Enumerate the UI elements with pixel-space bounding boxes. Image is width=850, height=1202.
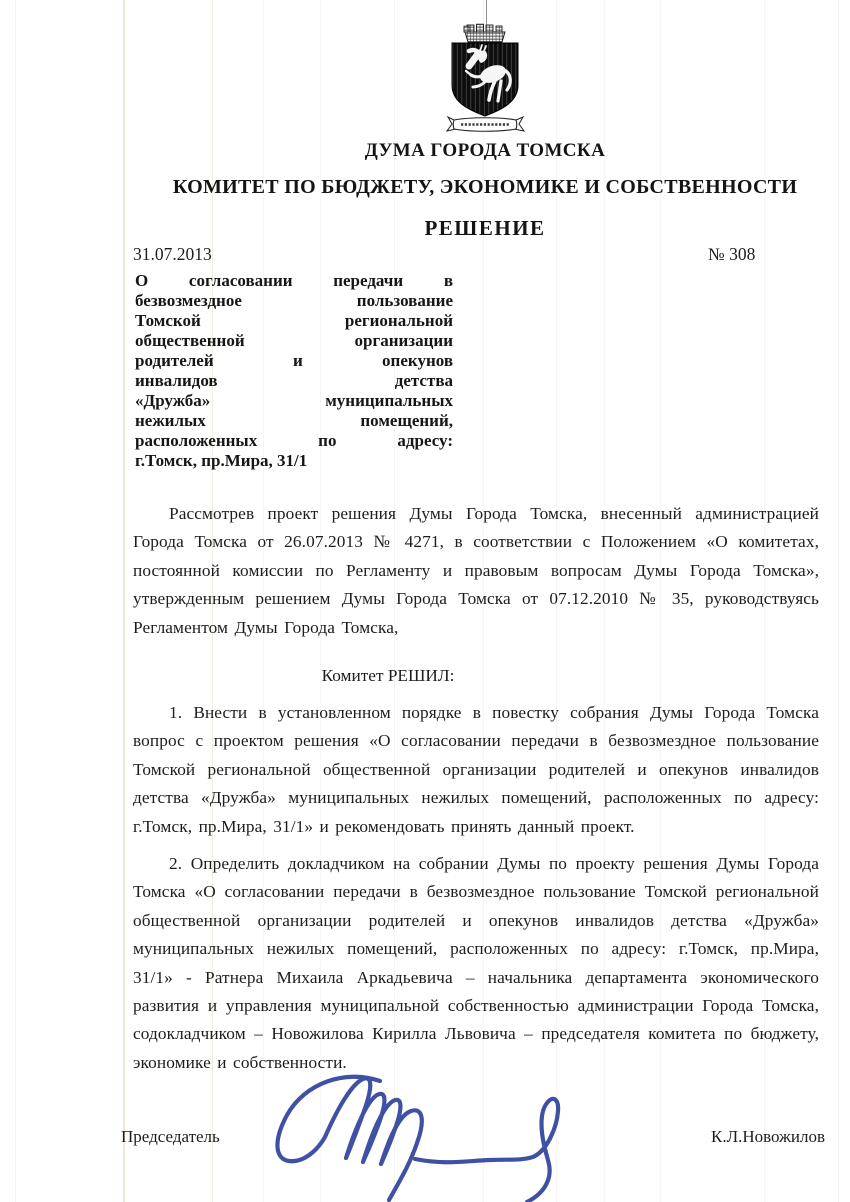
committee-name: КОМИТЕТ ПО БЮДЖЕТУ, ЭКОНОМИКЕ И СОБСТВЕННОСТИ	[172, 176, 798, 198]
signature-autograph-icon	[265, 1067, 595, 1202]
signer-title: Председатель	[121, 1127, 220, 1146]
subject-line: безвозмездное пользование	[135, 291, 453, 310]
subject-line: О согласовании передачи в	[135, 271, 453, 290]
document-number: № 308	[708, 244, 756, 264]
scan-streak	[838, 0, 839, 1202]
subject-line: общественной организации	[135, 331, 453, 350]
subject-line: нежилых помещений,	[135, 411, 453, 430]
ribbon-icon	[447, 117, 524, 131]
subject-line: Томской региональной	[135, 311, 453, 330]
scan-streak	[15, 0, 16, 1202]
tomsk-coat-of-arms-icon	[440, 23, 530, 136]
shield-horse-icon	[452, 43, 518, 116]
subject-line: расположенных по адресу:	[135, 431, 453, 450]
subject-line: г.Томск, пр.Мира, 31/1	[135, 451, 308, 470]
mural-crown-icon	[464, 24, 505, 42]
resolution-item-1: 1. Внести в установленном порядке в повестку собрания Думы Города Томска вопрос с проектом решения «О согласовании передачи в безвозмездное пользование Томской региональной общественной организации родителей и опекунов инвалидов детства «Дружба» муниципальных нежилых помещений, расположенных по адресу: г.Томск, пр.Мира, 31/1» и рекомендовать принять данный проект.	[133, 703, 819, 836]
document-type: РЕШЕНИЕ	[424, 216, 546, 240]
subject-block	[135, 271, 453, 471]
subject-line: родителей и опекунов	[135, 351, 453, 370]
resolution-item-2: 2. Определить докладчиком на собрании Думы по проекту решения Думы Города Томска «О согласовании передачи в безвозмездное пользование Томской региональной общественной организации родителей и опекунов инвалидов детства «Дружба» муниципальных нежилых помещений, расположенных по адресу: г.Томск, пр.Мира, 31/1» - Ратнера Михаила Аркадьевича – начальника департамента экономического развития и управления муниципальной собственностью администрации Города Томска, содокладчиком – Новожилова Кирилла Львовича – председателя комитета по бюджету, экономике и собственности.	[133, 854, 819, 1072]
subject-line: «Дружба» муниципальных	[135, 391, 453, 410]
preamble-paragraph: Рассмотрев проект решения Думы Города Томска, внесенный администрацией Города Томска от 26.07.2013 № 4271, в соответствии с Положением «О комитетах, постоянной комиссии по Регламенту и правовым вопросам Думы Города Томска», утвержденным решением Думы Города Томска от 07.12.2010 № 35, руководствуясь Регламентом Думы Города Томска,	[133, 504, 819, 637]
resolution-heading: Комитет РЕШИЛ:	[321, 666, 455, 685]
subject-line: инвалидов детства	[135, 371, 453, 390]
signer-name: К.Л.Новожилов	[711, 1127, 825, 1146]
document-date: 31.07.2013	[133, 244, 212, 264]
scan-streak	[123, 0, 125, 1202]
organization-name: ДУМА ГОРОДА ТОМСКА	[364, 140, 606, 161]
